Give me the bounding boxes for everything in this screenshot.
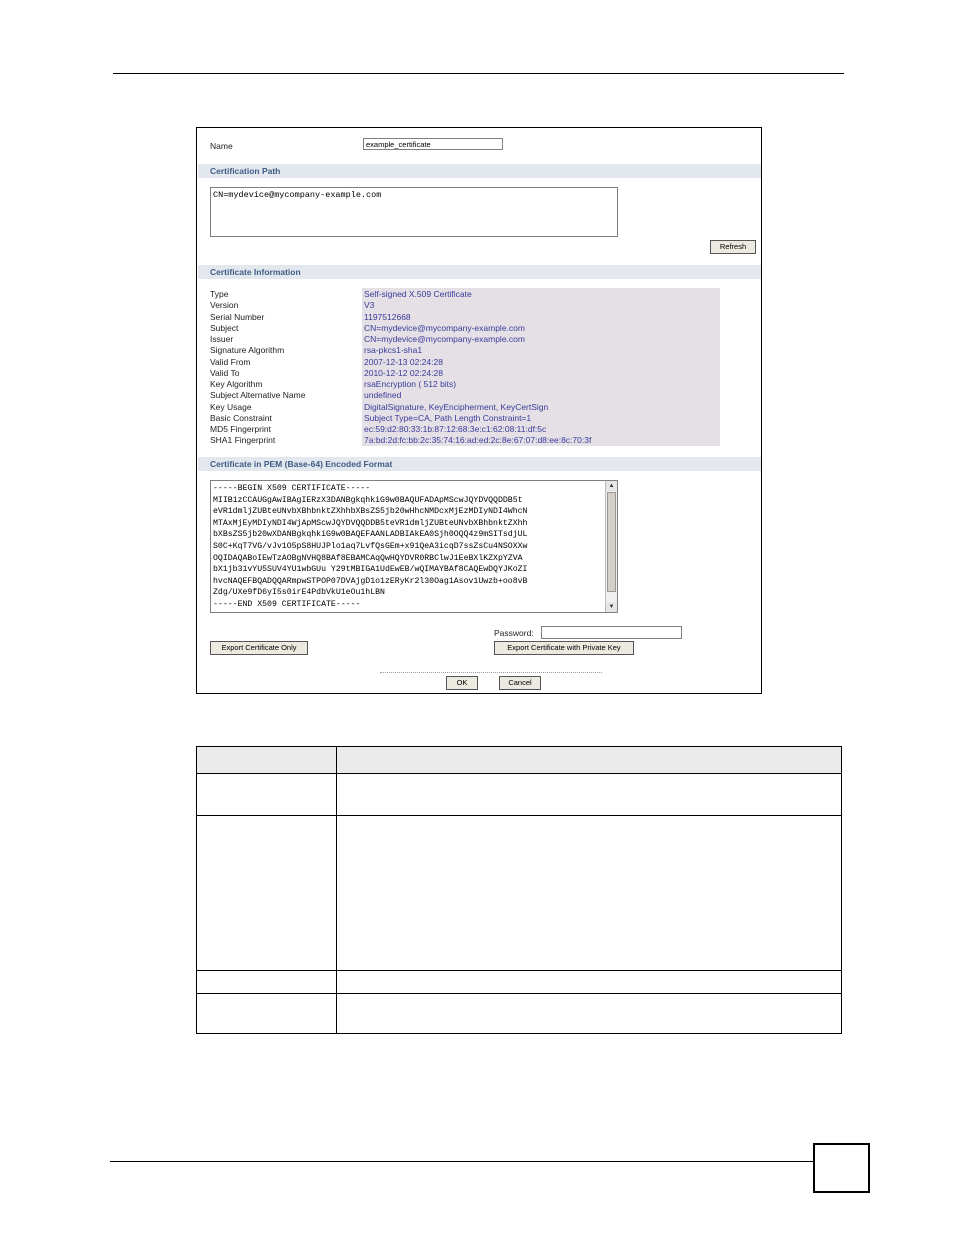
certificate-information-header: Certificate Information <box>198 265 761 279</box>
name-input[interactable]: example_certificate <box>363 138 503 150</box>
scroll-thumb[interactable] <box>607 492 616 592</box>
cancel-button[interactable]: Cancel <box>499 676 541 690</box>
info-label: MD5 Fingerprint <box>210 424 271 434</box>
info-label: Subject Alternative Name <box>210 390 306 401</box>
table-cell <box>197 774 337 816</box>
info-label: Key Algorithm <box>210 379 263 389</box>
table-header-cell <box>197 747 337 774</box>
refresh-button[interactable]: Refresh <box>710 240 756 254</box>
info-label: Key Usage <box>210 401 252 412</box>
info-value: 2007-12-13 02:24:28 <box>364 356 443 367</box>
password-label: Password: <box>494 628 534 638</box>
info-value: DigitalSignature, KeyEncipherment, KeyCertSign <box>364 401 549 412</box>
table-row <box>197 994 842 1034</box>
table-cell <box>197 994 337 1034</box>
certificate-edit-screen <box>196 127 762 694</box>
certificate-info-values <box>364 289 591 447</box>
info-value: rsaEncryption ( 512 bits) <box>364 379 457 389</box>
info-value: 1197512668 <box>364 311 411 322</box>
info-value: Subject Type=CA, Path Length Constraint=1 <box>364 412 532 423</box>
info-value: ec:59:d2:80:33:1b:87:12:68:3e:c1:62:08:11:df:5c <box>364 424 547 434</box>
scroll-down-icon[interactable]: ▼ <box>606 602 617 612</box>
info-label: Basic Constraint <box>210 412 272 423</box>
info-label: Serial Number <box>210 311 265 322</box>
name-label: Name <box>210 141 233 151</box>
info-label: Type <box>210 289 229 299</box>
page-number-box <box>813 1143 870 1193</box>
info-value: rsa-pkcs1-sha1 <box>364 345 423 356</box>
table-header-cell <box>337 747 842 774</box>
table-cell <box>337 816 842 971</box>
info-value: undefined <box>364 390 402 401</box>
certification-path-header: Certification Path <box>198 164 761 178</box>
pem-text: -----BEGIN X509 CERTIFICATE----- MIIB1zCCAUGgAwIBAgIERzX3DANBgkqhkiG9w0BAQUFADApMScwJQYDVQQDDB5t eVR1dmljZUBteUNvbXBhbnktZXhhbXBsZS5jb20wHhcNMDcxMjEzMDIyNDI4WhcN MTAxMjEyMDIyNDI4WjApMScwJQYDVQQDDB5teVR1dmljZUBteUNvbXBhbnktZXhh bXBsZS5jb20wXDANBgkqhkiG9w0BAQEFAANLADBIAkEA0Sjh0OQQ4z9mSITsdjUL S0C+KqT7VG/vJv1O5pS8HUJPlo1aq7LvfQsGEm+x91QeA3icqD7ssZsCu4NSOXXw OQIDAQABoIEwTzAOBgNVHQ8BAf8EBAMCAqQwHQYDVR0RBClwJ1EeBXlKZXpYZVA bX1jb31vYU5SUV4YU1wbGUu Y29tMBIGA1UdEwEB/wQIMAYBAf8CAQEwDQYJKoZI hvcNAQEFBQADQQARmpwSTPOP07DVAjgD1o1zERyKr2l30Oag1Asov1Uwzb+oo8vB Zdg/UXe9fD6yI5s0irE4PdbVkU1eOu1hLBN -----END X509 CERTIFICATE----- <box>213 484 528 609</box>
certification-path-box[interactable]: CN=mydevice@mycompany-example.com <box>210 187 618 237</box>
table-row <box>197 774 842 816</box>
divider <box>380 672 602 673</box>
info-value: 7a:bd:2d:fc:bb:2c:35:74:16:ad:ed:2c:8e:67:07:d8:ee:8c:70:3f <box>364 435 592 446</box>
pem-format-header: Certificate in PEM (Base-64) Encoded Format <box>198 457 761 471</box>
table-cell <box>337 774 842 816</box>
table-header-row <box>197 747 842 774</box>
info-value: Self-signed X.509 Certificate <box>364 289 472 299</box>
info-value: V3 <box>364 300 375 311</box>
description-table <box>196 746 842 1034</box>
table-cell <box>337 994 842 1034</box>
info-value: CN=mydevice@mycompany-example.com <box>364 322 525 333</box>
info-label: Signature Algorithm <box>210 345 285 356</box>
info-label: SHA1 Fingerprint <box>210 435 276 446</box>
certificate-info-labels <box>210 289 305 447</box>
pem-textarea[interactable] <box>210 480 618 613</box>
password-input[interactable] <box>541 626 682 639</box>
info-label: Valid From <box>210 356 251 367</box>
table-cell <box>197 971 337 994</box>
export-certificate-only-button[interactable]: Export Certificate Only <box>210 641 308 655</box>
info-label: Subject <box>210 322 239 333</box>
table-row <box>197 971 842 994</box>
export-certificate-with-key-button[interactable]: Export Certificate with Private Key <box>494 641 634 655</box>
footer-rule <box>110 1161 813 1162</box>
ok-button[interactable]: OK <box>446 676 478 690</box>
info-label: Version <box>210 300 239 311</box>
pem-scrollbar[interactable] <box>605 481 617 612</box>
table-cell <box>337 971 842 994</box>
header-rule <box>113 73 844 74</box>
table-cell <box>197 816 337 971</box>
info-value: CN=mydevice@mycompany-example.com <box>364 334 525 344</box>
scroll-up-icon[interactable]: ▲ <box>606 481 617 491</box>
table-row <box>197 816 842 971</box>
info-value: 2010-12-12 02:24:28 <box>364 367 443 378</box>
info-label: Valid To <box>210 367 240 378</box>
info-label: Issuer <box>210 334 234 344</box>
